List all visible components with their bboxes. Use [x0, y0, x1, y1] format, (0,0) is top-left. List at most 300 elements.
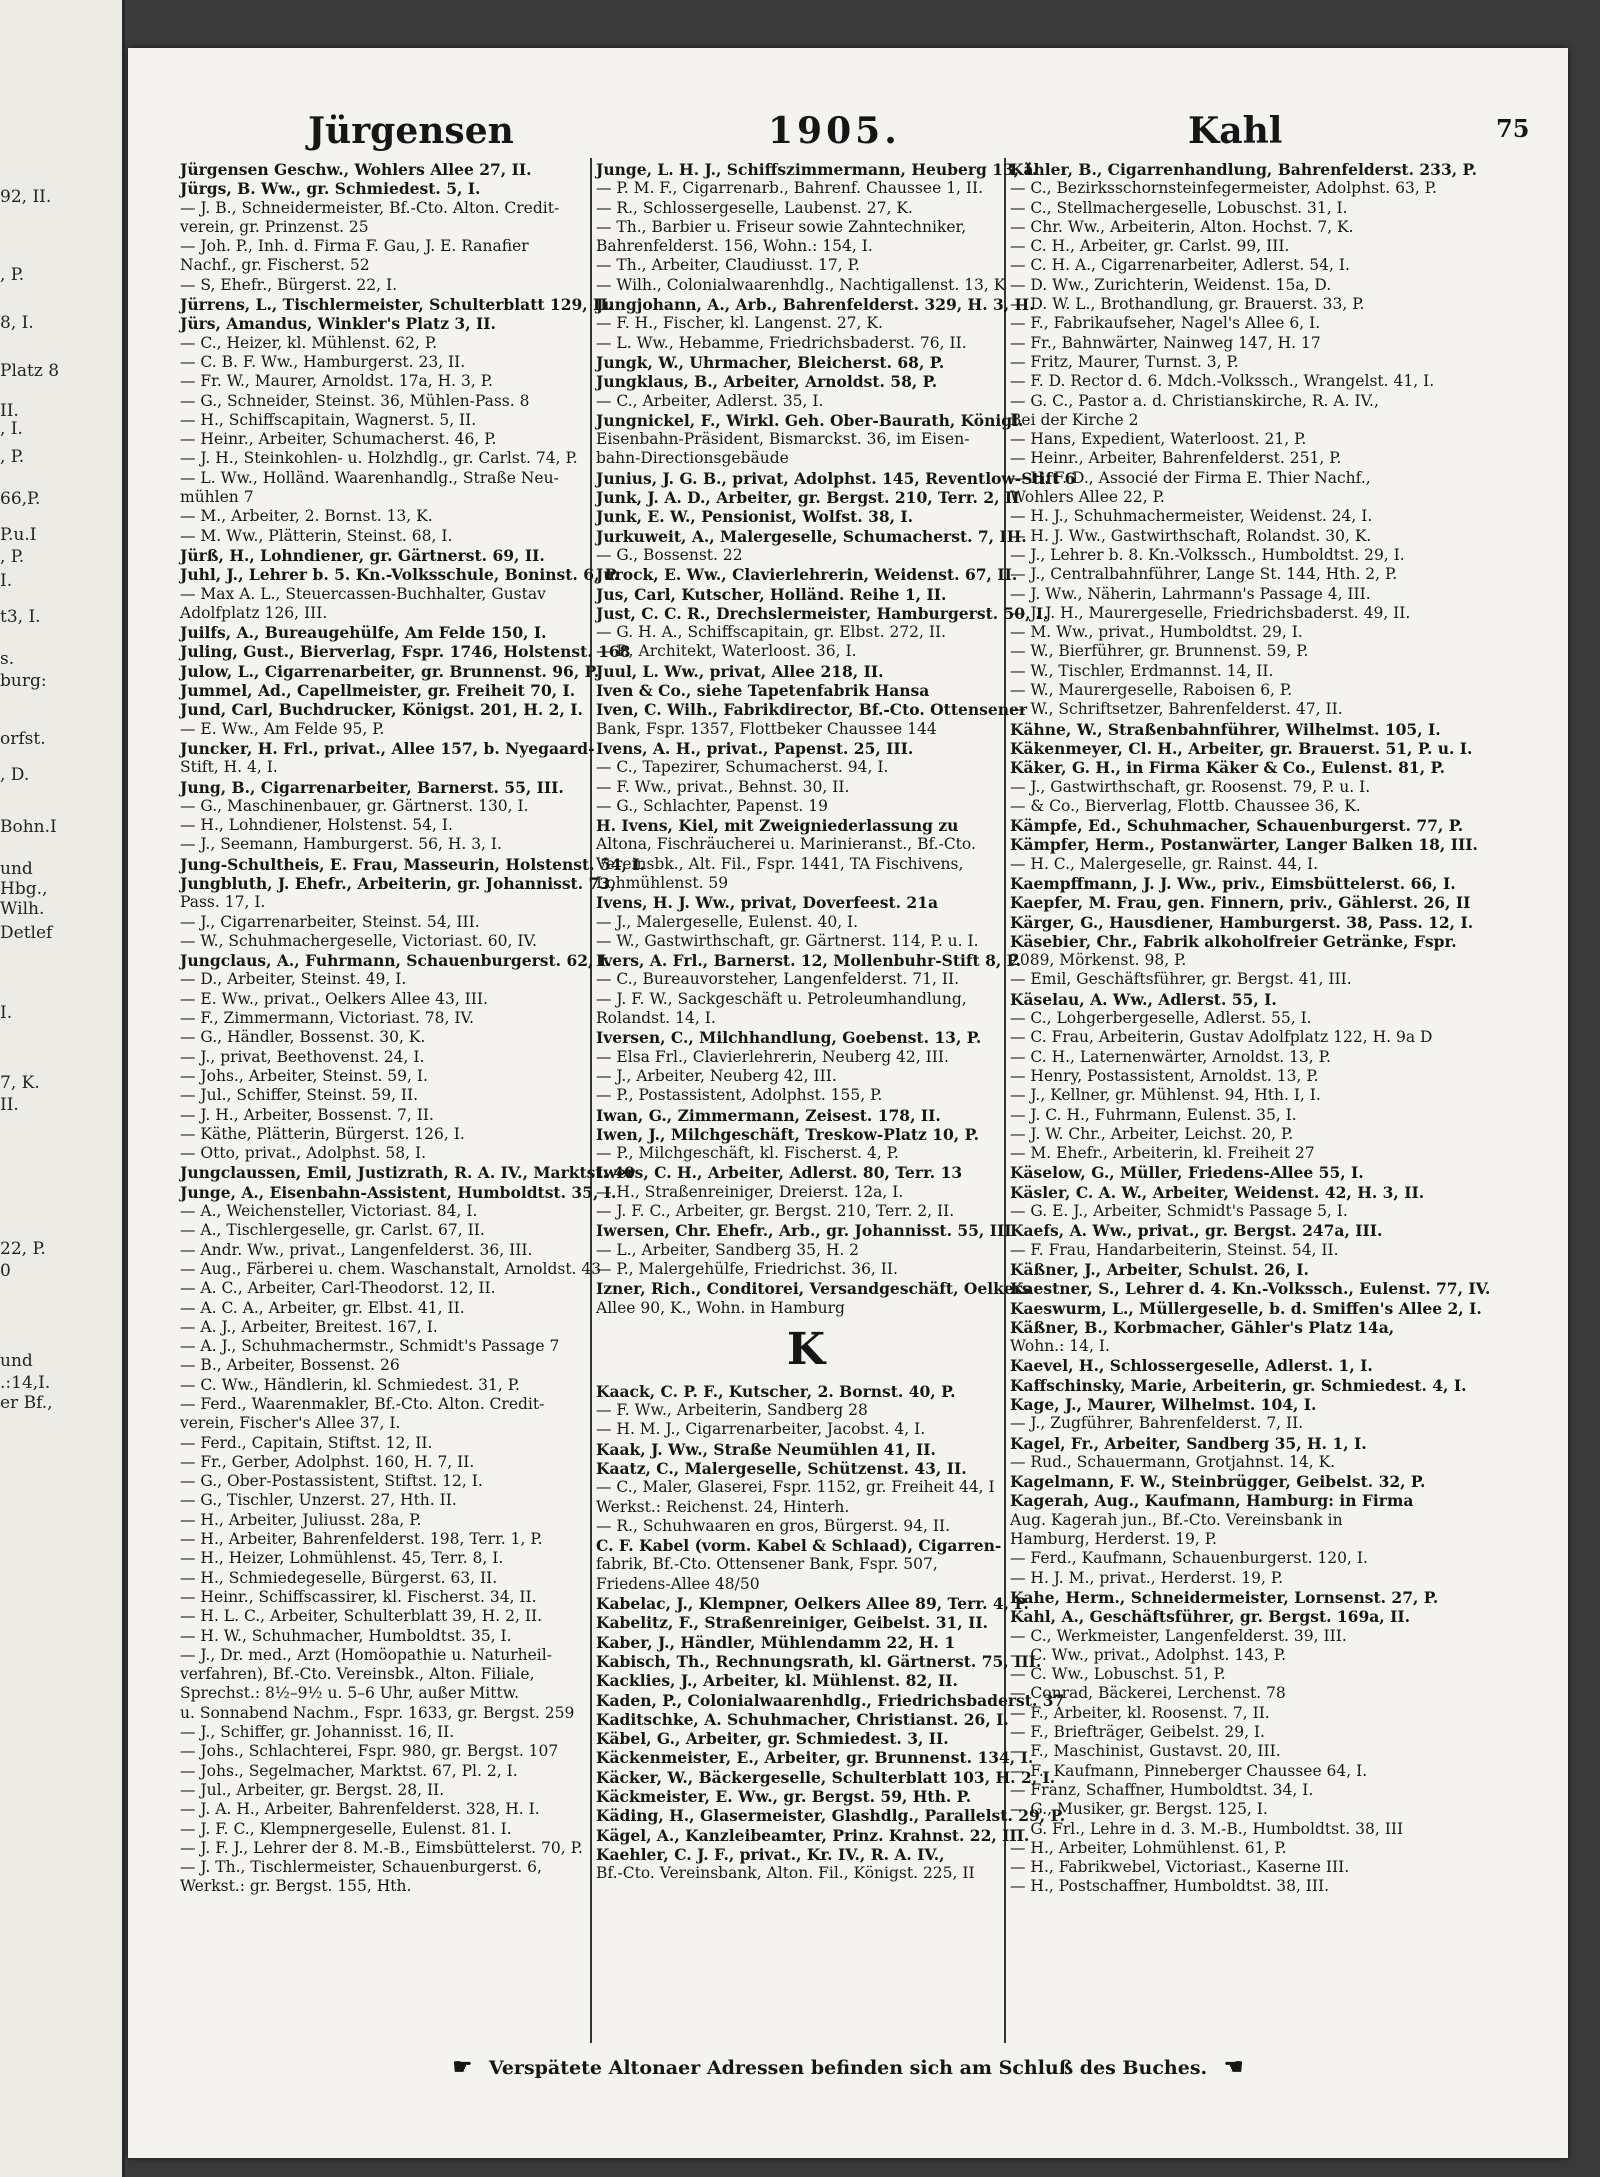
adjacent-page-fragment: und: [0, 1351, 33, 1371]
directory-entry: — J., Cigarrenarbeiter, Steinst. 54, III.: [180, 912, 480, 931]
directory-entry: Iwan, G., Zimmermann, Zeisest. 178, II.: [596, 1105, 941, 1125]
directory-entry: Junk, J. A. D., Arbeiter, gr. Bergst. 210, Terr. 2, II: [596, 488, 1020, 508]
directory-entry: — G., Musiker, gr. Bergst. 125, I.: [1010, 1800, 1268, 1819]
directory-entry: Käckenmeister, E., Arbeiter, gr. Brunnenst. 134, I.: [596, 1748, 1034, 1768]
directory-entry: — F., Zimmermann, Victoriast. 78, IV.: [180, 1009, 474, 1028]
directory-entry: Käßner, J., Arbeiter, Schulst. 26, I.: [1010, 1259, 1309, 1279]
directory-entry: Jungnickel, F., Wirkl. Geh. Ober-Baurath, Königl.: [596, 410, 1024, 430]
directory-entry: Rolandst. 14, I.: [596, 1009, 716, 1028]
directory-entry: Kagerah, Aug., Kaufmann, Hamburg: in Firma: [1010, 1491, 1414, 1511]
directory-entry: — Wilh., Colonialwaarenhdlg., Nachtigallenst. 13, K: [596, 275, 1006, 294]
directory-entry: Käker, G. H., in Firma Käker & Co., Eulenst. 81, P.: [1010, 758, 1445, 778]
directory-entry: — H., Arbeiter, Bahrenfelderst. 198, Terr. 1, P.: [180, 1530, 543, 1549]
directory-entry: Nachf., gr. Fischerst. 52: [180, 256, 370, 275]
directory-entry: — H. J. Ww., Gastwirthschaft, Rolandst. 30, K.: [1010, 526, 1372, 545]
directory-entry: — W., Maurergeselle, Raboisen 6, P.: [1010, 681, 1293, 700]
directory-entry: — J., Centralbahnführer, Lange St. 144, Hth. 2, P.: [1010, 565, 1398, 584]
directory-entry: — J. W. Chr., Arbeiter, Leichst. 20, P.: [1010, 1124, 1294, 1143]
directory-entry: — Conrad, Bäckerei, Lerchenst. 78: [1010, 1684, 1286, 1703]
adjacent-page-fragment: 0: [0, 1261, 11, 1281]
page-number: 75: [1496, 114, 1530, 143]
directory-entry: — J. Ww., Näherin, Lahrmann's Passage 4, III.: [1010, 584, 1371, 603]
directory-entry: — J. J. H., Maurergeselle, Friedrichsbaderst. 49, II.: [1010, 603, 1411, 622]
directory-entry: Iven & Co., siehe Tapetenfabrik Hansa: [596, 681, 930, 701]
directory-entry: — Ferd., Capitain, Stiftst. 12, II.: [180, 1433, 433, 1452]
directory-entry: Hamburg, Herderst. 19, P.: [1010, 1530, 1217, 1549]
directory-entry: Jurkuweit, A., Malergeselle, Schumacherst. 7, III.: [596, 526, 1027, 546]
adjacent-page-fragment: II.: [0, 401, 19, 421]
directory-entry: — Hans, Expedient, Waterloost. 21, P.: [1010, 430, 1307, 449]
directory-entry: Juling, Gust., Bierverlag, Fspr. 1746, Holstenst. 168: [180, 642, 631, 662]
directory-entry: Kähne, W., Straßenbahnführer, Wilhelmst. 105, I.: [1010, 719, 1441, 739]
directory-entry: — B., Arbeiter, Bossenst. 26: [180, 1356, 400, 1375]
directory-entry: — J. F. W., Sackgeschäft u. Petroleumhandlung,: [596, 989, 967, 1008]
directory-entry: — Joh. P., Inh. d. Firma F. Gau, J. E. Ranafier: [180, 237, 529, 256]
column-1: [180, 160, 645, 2040]
directory-entry: — W., Tischler, Erdmannst. 14, II.: [1010, 661, 1274, 680]
directory-entry: — W., Schuhmachergeselle, Victoriast. 60, IV.: [180, 931, 537, 950]
directory-entry: — J., Dr. med., Arzt (Homöopathie u. Naturheil-: [180, 1645, 552, 1664]
directory-entry: Kaditschke, A. Schuhmacher, Christianst. 26, I.: [596, 1709, 1009, 1729]
directory-entry: — G., Schneider, Steinst. 36, Mühlen-Pass. 8: [180, 391, 530, 410]
directory-entry: Kacklies, J., Arbeiter, kl. Mühlenst. 82, II.: [596, 1671, 958, 1691]
directory-entry: — J., Schiffer, gr. Johannisst. 16, II.: [180, 1723, 455, 1742]
directory-entry: — J., Seemann, Hamburgerst. 56, H. 3, I.: [180, 835, 502, 854]
pointing-hand-left-icon: ☚: [1223, 2054, 1244, 2080]
directory-entry: — F. Ww., Arbeiterin, Sandberg 28: [596, 1401, 868, 1420]
directory-entry: Bahrenfelderst. 156, Wohn.: 154, I.: [596, 237, 873, 256]
directory-entry: verfahren), Bf.-Cto. Vereinsbk., Alton. Filiale,: [180, 1665, 535, 1684]
directory-entry: Käßner, B., Korbmacher, Gähler's Platz 14a,: [1010, 1317, 1395, 1337]
directory-entry: — M. Ww., privat., Humboldtst. 29, I.: [1010, 623, 1303, 642]
directory-entry: Ivens, A. H., privat., Papenst. 25, III.: [596, 738, 914, 758]
adjacent-page-fragment: Platz 8: [0, 361, 60, 381]
directory-entry: — C., Arbeiter, Adlerst. 35, I.: [596, 391, 824, 410]
directory-entry: — Andr. Ww., privat., Langenfelderst. 36, III.: [180, 1240, 533, 1259]
directory-entry: Kaeswurm, L., Müllergeselle, b. d. Smiffen's Allee 2, I.: [1010, 1298, 1482, 1318]
directory-entry: Vereinsbk., Alt. Fil., Fspr. 1441, TA Fischivens,: [596, 854, 964, 873]
directory-entry: Jungk, W., Uhrmacher, Bleicherst. 68, P.: [596, 352, 945, 372]
directory-entry: — J., Malergeselle, Eulenst. 40, I.: [596, 912, 859, 931]
directory-entry: Juhl, J., Lehrer b. 5. Kn.-Volksschule, Boninst. 6, P.: [180, 565, 620, 585]
directory-entry: — G., Ober-Postassistent, Stiftst. 12, I.: [180, 1472, 483, 1491]
directory-entry: Altona, Fischräucherei u. Marinieranst., Bf.-Cto.: [596, 835, 976, 854]
adjacent-page-fragment: , D.: [0, 765, 30, 785]
directory-entry: Kaden, P., Colonialwaarenhdlg., Friedrichsbaderst. 37: [596, 1690, 1065, 1710]
directory-entry: — R., Schuhwaaren en gros, Bürgerst. 94, II.: [596, 1516, 950, 1535]
directory-entry: Kahe, Herm., Schneidermeister, Lornsenst. 27, P.: [1010, 1587, 1439, 1607]
adjacent-page-fragment: I.: [0, 571, 13, 591]
directory-entry: — Rud., Schauermann, Grotjahnst. 14, K.: [1010, 1452, 1336, 1471]
directory-entry: Käselau, A. Ww., Adlerst. 55, I.: [1010, 989, 1277, 1009]
directory-entry: Kähler, B., Cigarrenhandlung, Bahrenfelderst. 233, P.: [1010, 160, 1478, 179]
directory-entry: — C., Bezirksschornsteinfegermeister, Adolphst. 63, P.: [1010, 179, 1437, 198]
directory-entry: — P. M. F., Cigarrenarb., Bahrenf. Chaussee 1, II.: [596, 179, 984, 198]
directory-entry: — C. Ww., Lobuschst. 51, P.: [1010, 1665, 1226, 1684]
directory-entry: Junge, A., Eisenbahn-Assistent, Humboldtst. 35, I.: [180, 1182, 617, 1202]
directory-entry: Jund, Carl, Buchdrucker, Königst. 201, H. 2, I.: [180, 700, 583, 720]
directory-entry: — Max A. L., Steuercassen-Buchhalter, Gustav: [180, 584, 546, 603]
directory-entry: Werkst.: Reichenst. 24, Hinterh.: [596, 1497, 850, 1516]
directory-entry: — W., Bierführer, gr. Brunnenst. 59, P.: [1010, 642, 1309, 661]
directory-entry: Aug. Kagerah jun., Bf.-Cto. Vereinsbank in: [1010, 1510, 1343, 1529]
directory-entry: mühlen 7: [180, 488, 254, 507]
directory-entry: verein, gr. Prinzenst. 25: [180, 217, 369, 236]
footer-text: Verspätete Altonaer Adressen befinden sich am Schluß des Buches.: [488, 2057, 1208, 2079]
directory-entry: — D. W. L., Brothandlung, gr. Brauerst. 33, P.: [1010, 295, 1365, 314]
directory-entry: Jung-Schultheis, E. Frau, Masseurin, Holstenst. 54, I.: [180, 854, 645, 874]
directory-entry: Juilfs, A., Bureaugehülfe, Am Felde 150, I.: [180, 623, 547, 643]
directory-entry: — M. Ehefr., Arbeiterin, kl. Freiheit 27: [1010, 1144, 1315, 1163]
directory-entry: Just, C. C. R., Drechslermeister, Hamburgerst. 50, I.: [596, 603, 1049, 623]
directory-entry: Jummel, Ad., Capellmeister, gr. Freiheit 70, I.: [180, 681, 576, 701]
directory-entry: — J., Kellner, gr. Mühlenst. 94, Hth. I, I.: [1010, 1086, 1321, 1105]
directory-entry: Käckmeister, E. Ww., gr. Bergst. 59, Hth. P.: [596, 1787, 972, 1807]
directory-entry: Kaber, J., Händler, Mühlendamm 22, H. 1: [596, 1632, 956, 1652]
directory-entry: — J. B., Schneidermeister, Bf.-Cto. Alton. Credit-: [180, 198, 560, 217]
directory-entry: — Chr. Ww., Arbeiterin, Alton. Hochst. 7, K.: [1010, 217, 1354, 236]
directory-entry: — A., Tischlergeselle, gr. Carlst. 67, II.: [180, 1221, 485, 1240]
adjacent-page-fragment: burg:: [0, 671, 47, 691]
directory-entry: — A. C. A., Arbeiter, gr. Elbst. 41, II.: [180, 1298, 465, 1317]
directory-entry: — Ferd., Waarenmakler, Bf.-Cto. Alton. Credit-: [180, 1395, 545, 1413]
directory-entry: — J., Lehrer b. 8. Kn.-Volkssch., Humboldtst. 29, I.: [1010, 545, 1405, 564]
directory-entry: fabrik, Bf.-Cto. Ottensener Bank, Fspr. 507,: [596, 1555, 938, 1574]
directory-entry: — H., Arbeiter, Lohmühlenst. 61, P.: [1010, 1838, 1287, 1857]
directory-entry: Allee 90, K., Wohn. in Hamburg: [596, 1298, 845, 1317]
adjacent-page-fragment: , P.: [0, 265, 25, 285]
directory-entry: — H., Postschaffner, Humboldtst. 38, III.: [1010, 1877, 1330, 1896]
directory-entry: — F., Briefträger, Geibelst. 29, I.: [1010, 1723, 1265, 1742]
directory-entry: — F. Frau, Handarbeiterin, Steinst. 54, II.: [1010, 1240, 1339, 1259]
footer-notice: [128, 2054, 1568, 2080]
directory-entry: Jus, Carl, Kutscher, Holländ. Reihe 1, II.: [596, 584, 947, 604]
directory-entry: — J., Gastwirthschaft, gr. Roosenst. 79, P. u. I.: [1010, 777, 1371, 796]
directory-entry: Kabisch, Th., Rechnungsrath, kl. Gärtnerst. 75, III.: [596, 1651, 1042, 1671]
directory-entry: bahn-Directionsgebäude: [596, 449, 789, 468]
directory-entry: — L. Ww., Hebamme, Friedrichsbaderst. 76, II.: [596, 333, 967, 352]
directory-entry: Kaatz, C., Malergeselle, Schützenst. 43, II.: [596, 1459, 967, 1478]
directory-entry: — G., Maschinenbauer, gr. Gärtnerst. 130, I.: [180, 796, 529, 815]
directory-entry: — Johs., Segelmacher, Marktst. 67, Pl. 2, I.: [180, 1761, 518, 1780]
directory-entry: Friedens-Allee 48/50: [596, 1574, 760, 1593]
directory-entry: Käding, H., Glasermeister, Glashdlg., Parallelst. 29, P.: [596, 1806, 1066, 1826]
directory-entry: Junge, L. H. J., Schiffszimmermann, Heuberg 13, I.: [596, 160, 1038, 179]
directory-entry: — H., Schmiedegeselle, Bürgerst. 63, II.: [180, 1568, 498, 1587]
directory-entry: Kahl, A., Geschäftsführer, gr. Bergst. 169a, II.: [1010, 1607, 1410, 1627]
directory-entry: — C. Ww., Händlerin, kl. Schmiedest. 31, P.: [180, 1375, 520, 1394]
directory-entry: — Heinr., Schiffscassirer, kl. Fischerst. 34, II.: [180, 1587, 537, 1606]
directory-entry: Kage, J., Maurer, Wilhelmst. 104, I.: [1010, 1395, 1317, 1414]
directory-entry: — M., Arbeiter, 2. Bornst. 13, K.: [180, 507, 433, 526]
directory-entry: — W., Gastwirthschaft, gr. Gärtnerst. 114, P. u. I.: [596, 931, 979, 950]
directory-entry: — G., Händler, Bossenst. 30, K.: [180, 1028, 426, 1047]
directory-entry: — G. C., Pastor a. d. Christianskirche, R. A. IV.,: [1010, 391, 1379, 410]
directory-entry: Kaempffmann, J. J. Ww., priv., Eimsbüttelerst. 66, I.: [1010, 873, 1456, 893]
directory-entry: — Ferd., Kaufmann, Schauenburgerst. 120, I.: [1010, 1549, 1368, 1568]
directory-entry: — Aug., Färberei u. chem. Waschanstalt, Arnoldst. 43: [180, 1259, 602, 1278]
directory-entry: Jungbluth, J. Ehefr., Arbeiterin, gr. Johannisst. 73,: [180, 873, 616, 893]
directory-entry: Iversen, C., Milchhandlung, Goebenst. 13, P.: [596, 1028, 982, 1048]
directory-entry: — G. H. A., Schiffscapitain, gr. Elbst. 272, II.: [596, 623, 947, 642]
directory-entry: — H., Lohndiener, Holstenst. 54, I.: [180, 816, 453, 835]
adjacent-page-fragment: und: [0, 859, 33, 879]
directory-entry: — Heinr., Arbeiter, Schumacherst. 46, P.: [180, 430, 497, 449]
directory-entry: — J., Zugführer, Bahrenfelderst. 7, II.: [1010, 1414, 1304, 1433]
directory-entry: — Fr., Bahnwärter, Nainweg 147, H. 17: [1010, 333, 1321, 352]
directory-entry: Kämpfer, Herm., Postanwärter, Langer Balken 18, III.: [1010, 835, 1478, 855]
directory-entry: — F., Maschinist, Gustavst. 20, III.: [1010, 1742, 1281, 1761]
directory-entry: — Emil, Geschäftsführer, gr. Bergst. 41, III.: [1010, 970, 1352, 989]
directory-entry: Jung, B., Cigarrenarbeiter, Barnerst. 55, III.: [180, 777, 564, 797]
directory-entry: Jürgensen Geschw., Wohlers Allee 27, II.: [180, 160, 532, 179]
directory-entry: — H., Schiffscapitain, Wagnerst. 5, II.: [180, 410, 477, 429]
directory-entry: — C. H., Laternenwärter, Arnoldst. 13, P.: [1010, 1047, 1331, 1066]
directory-entry: Iwers, C. H., Arbeiter, Adlerst. 80, Terr. 13: [596, 1163, 963, 1183]
adjacent-page-fragment: 22, P.: [0, 1239, 46, 1259]
directory-entry: — J. H., Arbeiter, Bossenst. 7, II.: [180, 1105, 434, 1124]
directory-entry: — & Co., Bierverlag, Flottb. Chaussee 36, K.: [1010, 796, 1361, 815]
directory-entry: Jürrens, L., Tischlermeister, Schulterblatt 129, II.: [180, 295, 613, 315]
directory-entry: Junius, J. G. B., privat, Adolphst. 145, Reventlow-Stift 6: [596, 468, 1076, 488]
directory-entry: Käcker, W., Bäckergeselle, Schulterblatt 103, H. 2, I.: [596, 1767, 1056, 1787]
page-header: [128, 110, 1568, 158]
directory-entry: Kämpfe, Ed., Schuhmacher, Schauenburgerst. 77, P.: [1010, 816, 1464, 836]
adjacent-page-fragment: Hbg.,: [0, 879, 48, 899]
directory-entry: — Käthe, Plätterin, Bürgerst. 126, I.: [180, 1124, 465, 1143]
directory-entry: — D. Ww., Zurichterin, Weidenst. 15a, D.: [1010, 275, 1332, 294]
directory-entry: — P., Postassistent, Adolphst. 155, P.: [596, 1086, 883, 1105]
directory-entry: — Elsa Frl., Clavierlehrerin, Neuberg 42, III.: [596, 1047, 949, 1066]
directory-entry: Jurock, E. Ww., Clavierlehrerin, Weidenst. 67, II.: [596, 565, 1018, 585]
directory-entry: — G. Frl., Lehre in d. 3. M.-B., Humboldtst. 38, III: [1010, 1819, 1404, 1838]
directory-entry: — J. F. C., Klempnergeselle, Eulenst. 81. I.: [180, 1819, 512, 1838]
directory-entry: — F., Arbeiter, kl. Roosenst. 7, II.: [1010, 1703, 1270, 1722]
directory-entry: Julow, L., Cigarrenarbeiter, gr. Brunnenst. 96, P.: [180, 661, 600, 681]
directory-entry: — L., Arbeiter, Sandberg 35, H. 2: [596, 1240, 860, 1259]
adjacent-page-fragment: t3, I.: [0, 607, 41, 627]
directory-entry: — C., Bureauvorsteher, Langenfelderst. 71, II.: [596, 970, 960, 989]
directory-entry: — F. D. Rector d. 6. Mdch.-Volkssch., Wrangelst. 41, I.: [1010, 372, 1435, 391]
directory-entry: — A. C., Arbeiter, Carl-Theodorst. 12, II.: [180, 1279, 496, 1298]
directory-entry: — D., Arbeiter, Steinst. 49, I.: [180, 970, 407, 989]
adjacent-page-fragment: II.: [0, 1095, 19, 1115]
directory-page: [128, 48, 1568, 2158]
directory-entry: Iwersen, Chr. Ehefr., Arb., gr. Johannisst. 55, III.: [596, 1221, 1017, 1241]
directory-entry: — H., Heizer, Lohmühlenst. 45, Terr. 8, I.: [180, 1549, 504, 1568]
header-year: 1905.: [768, 110, 901, 152]
directory-entry: Kagelmann, F. W., Steinbrügger, Geibelst. 32, P.: [1010, 1472, 1426, 1492]
adjacent-page-fragment: 66,P.: [0, 489, 41, 509]
directory-entry: — C., Heizer, kl. Mühlenst. 62, P.: [180, 333, 438, 352]
directory-entry: u. Sonnabend Nachm., Fspr. 1633, gr. Bergst. 259: [180, 1703, 575, 1722]
directory-entry: — Th., Barbier u. Friseur sowie Zahntechniker,: [596, 217, 967, 236]
adjacent-page-fragment: I.: [0, 1003, 13, 1023]
directory-entry: — J. F. J., Lehrer der 8. M.-B., Eimsbüttelerst. 70, P.: [180, 1838, 583, 1857]
header-left-keyword: Jürgensen: [308, 110, 514, 152]
directory-entry: — Franz, Schaffner, Humboldtst. 34, I.: [1010, 1780, 1314, 1799]
directory-entry: Kaepfer, M. Frau, gen. Finnern, priv., Gählerst. 26, II: [1010, 893, 1471, 913]
directory-entry: — H. W., Schuhmacher, Humboldtst. 35, I.: [180, 1626, 512, 1645]
directory-entry: — Fritz, Maurer, Turnst. 3, P.: [1010, 352, 1239, 371]
directory-entry: — L. Ww., Holländ. Waarenhandlg., Straße Neu-: [180, 468, 559, 487]
directory-entry: — A., Weichensteller, Victoriast. 84, I.: [180, 1202, 478, 1221]
directory-entry: Kabelitz, F., Straßenreiniger, Geibelst. 31, II.: [596, 1613, 988, 1633]
directory-entry: Bank, Fspr. 1357, Flottbeker Chaussee 144: [596, 719, 937, 738]
directory-entry: — C., Maler, Glaserei, Fspr. 1152, gr. Freiheit 44, I: [596, 1478, 995, 1497]
adjacent-page-strip: [0, 0, 125, 2177]
directory-entry: — C., Werkmeister, Langenfelderst. 39, III.: [1010, 1626, 1347, 1645]
directory-entry: — Heinr., Arbeiter, Bahrenfelderst. 251, P.: [1010, 449, 1342, 468]
directory-entry: Junk, E. W., Pensionist, Wolfst. 38, I.: [596, 507, 914, 527]
adjacent-page-fragment: er Bf.,: [0, 1393, 53, 1413]
directory-entry: — G., Schlachter, Papenst. 19: [596, 796, 828, 815]
directory-entry: — C. B. F. Ww., Hamburgerst. 23, II.: [180, 352, 466, 371]
directory-entry: — Otto, privat., Adolphst. 58, I.: [180, 1144, 427, 1163]
directory-entry: — F. H., Fischer, kl. Langenst. 27, K.: [596, 314, 883, 333]
directory-entry: Kaffschinsky, Marie, Arbeiterin, gr. Schmiedest. 4, I.: [1010, 1375, 1467, 1395]
directory-entry: — E. Ww., Am Felde 95, P.: [180, 719, 385, 738]
directory-entry: — C., Stellmachergeselle, Lobuschst. 31, I.: [1010, 198, 1348, 217]
directory-entry: Kaefs, A. Ww., privat., gr. Bergst. 247a, III.: [1010, 1221, 1383, 1241]
directory-entry: — P., Architekt, Waterloost. 36, I.: [596, 642, 857, 661]
directory-entry: — S, Ehefr., Bürgerst. 22, I.: [180, 275, 397, 294]
directory-entry: C. F. Kabel (vorm. Kabel & Schlaad), Cigarren-: [596, 1536, 1002, 1556]
directory-entry: Kaack, C. P. F., Kutscher, 2. Bornst. 40, P.: [596, 1381, 956, 1401]
directory-entry: Kaak, J. Ww., Straße Neumühlen 41, II.: [596, 1439, 936, 1459]
directory-entry: Käkenmeyer, Cl. H., Arbeiter, gr. Brauerst. 51, P. u. I.: [1010, 738, 1473, 758]
directory-entry: Izner, Rich., Conditorei, Versandgeschäft, Oelkers: [596, 1279, 1031, 1299]
adjacent-page-fragment: , P.: [0, 547, 25, 567]
header-right-keyword: Kahl: [1188, 110, 1283, 152]
adjacent-page-fragment: .:14,I.: [0, 1373, 51, 1393]
directory-entry: — Henry, Postassistent, Arnoldst. 13, P.: [1010, 1066, 1319, 1085]
directory-entry: Juncker, H. Frl., privat., Allee 157, b. Nyegaard-: [180, 738, 595, 758]
directory-entry: — C. H. A., Cigarrenarbeiter, Adlerst. 54, I.: [1010, 256, 1350, 275]
column-3: [1010, 160, 1491, 2040]
directory-entry: — C., Tapezirer, Schumacherst. 94, I.: [596, 758, 889, 777]
directory-entry: Jungklaus, B., Arbeiter, Arnoldst. 58, P.: [596, 372, 938, 392]
adjacent-page-fragment: P.u.I: [0, 525, 37, 545]
directory-entry: — H. F. D., Associé der Firma E. Thier Nachf.,: [1010, 468, 1371, 487]
directory-entry: — Th., Arbeiter, Claudiusst. 17, P.: [596, 256, 860, 275]
directory-entry: — H. M. J., Cigarrenarbeiter, Jacobst. 4, I.: [596, 1420, 926, 1439]
directory-entry: — H., Arbeiter, Juliusst. 28a, P.: [180, 1510, 422, 1529]
directory-entry: Käsler, C. A. W., Arbeiter, Weidenst. 42, H. 3, II.: [1010, 1182, 1425, 1202]
directory-entry: Jungclaussen, Emil, Justizrath, R. A. IV., Marktst. 40: [180, 1163, 635, 1183]
directory-entry: — G., Bossenst. 22: [596, 545, 743, 564]
directory-entry: Jürß, H., Lohndiener, gr. Gärtnerst. 69, II.: [180, 545, 545, 565]
directory-entry: — Johs., Arbeiter, Steinst. 59, I.: [180, 1066, 428, 1085]
directory-entry: — J. Th., Tischlermeister, Schauenburgerst. 6,: [180, 1858, 542, 1877]
directory-entry: Sprechst.: 8½–9½ u. 5–6 Uhr, außer Mittw.: [180, 1684, 520, 1703]
adjacent-page-fragment: s.: [0, 649, 15, 669]
directory-entry: — J., Arbeiter, Neuberg 42, III.: [596, 1066, 837, 1085]
adjacent-page-fragment: 92, II.: [0, 187, 52, 207]
directory-entry: Wohn.: 14, I.: [1010, 1337, 1110, 1356]
directory-entry: Kärger, G., Hausdiener, Hamburgerst. 38, Pass. 12, I.: [1010, 912, 1474, 932]
directory-entry: Kägel, A., Kanzleibeamter, Prinz. Krahnst. 22, III.: [596, 1825, 1030, 1845]
directory-entry: — A. J., Schuhmachermstr., Schmidt's Passage 7: [180, 1337, 560, 1356]
directory-entry: H. Ivens, Kiel, mit Zweigniederlassung zu: [596, 816, 959, 836]
directory-entry: Lohmühlenst. 59: [596, 873, 729, 892]
directory-entry: — F. Ww., privat., Behnst. 30, II.: [596, 777, 850, 796]
directory-entry: 2089, Mörkenst. 98, P.: [1010, 951, 1187, 970]
adjacent-page-fragment: Detlef: [0, 923, 53, 943]
directory-entry: — J. F. C., Arbeiter, gr. Bergst. 210, Terr. 2, II.: [596, 1202, 955, 1221]
directory-entry: — E. Ww., privat., Oelkers Allee 43, III.: [180, 989, 488, 1008]
directory-entry: Kaestner, S., Lehrer d. 4. Kn.-Volkssch., Eulenst. 77, IV.: [1010, 1279, 1491, 1299]
directory-entry: verein, Fischer's Allee 37, I.: [180, 1414, 401, 1433]
directory-entry: Jungjohann, A., Arb., Bahrenfelderst. 329, H. 3, II.: [596, 295, 1035, 315]
directory-entry: — Johs., Schlachterei, Fspr. 980, gr. Bergst. 107: [180, 1742, 559, 1761]
directory-entry: Ivens, H. J. Ww., privat, Doverfeest. 21a: [596, 893, 939, 913]
directory-entry: — H. C., Malergeselle, gr. Rainst. 44, I.: [1010, 854, 1319, 873]
adjacent-page-fragment: orfst.: [0, 729, 46, 749]
directory-entry: — G., Tischler, Unzerst. 27, Hth. II.: [180, 1491, 457, 1510]
directory-entry: — A. J., Arbeiter, Breitest. 167, I.: [180, 1317, 438, 1336]
directory-entry: — H., Straßenreiniger, Dreierst. 12a, I.: [596, 1182, 904, 1201]
directory-entry: — C., Lohgerbergeselle, Adlerst. 55, I.: [1010, 1009, 1312, 1028]
directory-entry: Kaevel, H., Schlossergeselle, Adlerst. 1, I.: [1010, 1356, 1373, 1376]
adjacent-page-fragment: , I.: [0, 419, 23, 439]
directory-entry: Kagel, Fr., Arbeiter, Sandberg 35, H. 1, I.: [1010, 1433, 1367, 1453]
section-letter: K: [786, 1323, 826, 1375]
directory-entry: — H. J., Schuhmachermeister, Weidenst. 24, I.: [1010, 507, 1373, 526]
directory-entry: Bei der Kirche 2: [1010, 410, 1139, 429]
directory-entry: Stift, H. 4, I.: [180, 758, 278, 777]
directory-entry: Kaehler, C. J. F., privat., Kr. IV., R. A. IV.,: [596, 1844, 945, 1864]
directory-entry: Käsebier, Chr., Fabrik alkoholfreier Getränke, Fspr.: [1010, 931, 1457, 951]
directory-entry: — R., Schlossergeselle, Laubenst. 27, K.: [596, 198, 913, 217]
directory-entry: — C. H., Arbeiter, gr. Carlst. 99, III.: [1010, 237, 1290, 256]
directory-entry: Käbel, G., Arbeiter, gr. Schmiedest. 3, II.: [596, 1729, 949, 1749]
directory-entry: — Fr., Gerber, Adolphst. 160, H. 7, II.: [180, 1452, 475, 1471]
directory-entry: — W., Schriftsetzer, Bahrenfelderst. 47, II.: [1010, 700, 1343, 719]
directory-entry: — H. J. M., privat., Herderst. 19, P.: [1010, 1568, 1284, 1587]
directory-entry: Pass. 17, I.: [180, 893, 266, 912]
pointing-hand-right-icon: ☛: [452, 2054, 473, 2080]
directory-entry: Ivers, A. Frl., Barnerst. 12, Mollenbuhr-Stift 8, P.: [596, 951, 1022, 971]
directory-entry: — H. L. C., Arbeiter, Schulterblatt 39, H. 2, II.: [180, 1607, 543, 1626]
directory-entry: Iwen, J., Milchgeschäft, Treskow-Platz 10, P.: [596, 1124, 980, 1144]
directory-entry: — F., Kaufmann, Pinneberger Chaussee 64, I.: [1010, 1761, 1368, 1780]
directory-entry: — Fr. W., Maurer, Arnoldst. 17a, H. 3, P.: [180, 372, 493, 391]
directory-entry: Jungclaus, A., Fuhrmann, Schauenburgerst. 62, I.: [180, 951, 612, 971]
directory-entry: — C. Ww., privat., Adolphst. 143, P.: [1010, 1645, 1287, 1664]
adjacent-page-fragment: Bohn.I: [0, 817, 57, 837]
adjacent-page-fragment: 7, K.: [0, 1073, 40, 1093]
directory-entry: Käselow, G., Müller, Friedens-Allee 55, I.: [1010, 1163, 1364, 1183]
directory-entry: — J. A. H., Arbeiter, Bahrenfelderst. 328, H. I.: [180, 1800, 540, 1819]
adjacent-page-fragment: 8, I.: [0, 313, 34, 333]
directory-entry: — Jul., Arbeiter, gr. Bergst. 28, II.: [180, 1780, 445, 1799]
adjacent-page-fragment: , P.: [0, 447, 25, 467]
adjacent-page-fragment: Wilh.: [0, 899, 45, 919]
directory-entry: Kabelac, J., Klempner, Oelkers Allee 89, Terr. 4, P.: [596, 1594, 1029, 1614]
directory-entry: Eisenbahn-Präsident, Bismarckst. 36, im Eisen-: [596, 430, 970, 449]
directory-entry: Adolfplatz 126, III.: [180, 603, 328, 622]
directory-entry: — J., privat, Beethovenst. 24, I.: [180, 1047, 425, 1066]
directory-entry: Iven, C. Wilh., Fabrikdirector, Bf.-Cto. Ottensener: [596, 700, 1027, 720]
directory-entry: Werkst.: gr. Bergst. 155, Hth.: [180, 1877, 412, 1896]
directory-entry: — J. C. H., Fuhrmann, Eulenst. 35, I.: [1010, 1105, 1297, 1124]
directory-entry: — Jul., Schiffer, Steinst. 59, II.: [180, 1086, 419, 1105]
directory-entry: Jürgs, B. Ww., gr. Schmiedest. 5, I.: [180, 179, 481, 199]
directory-entry: Wohlers Allee 22, P.: [1010, 488, 1165, 507]
directory-entry: — H., Fabrikwebel, Victoriast., Kaserne III.: [1010, 1858, 1350, 1877]
directory-entry: — F., Fabrikaufseher, Nagel's Allee 6, I.: [1010, 314, 1321, 333]
